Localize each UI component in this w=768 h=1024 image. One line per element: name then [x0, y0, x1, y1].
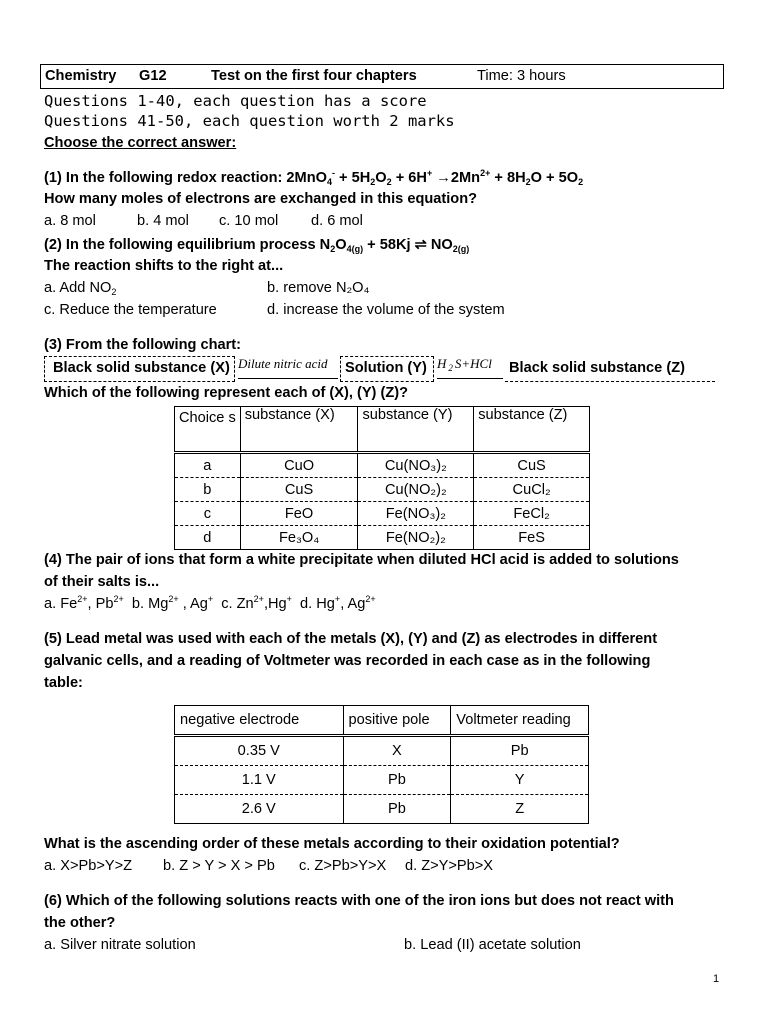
- table-cell: 1.1 V: [175, 766, 344, 795]
- q6-stem-line-1: (6) Which of the following solutions reacts with one of the iron ions but does not react with: [44, 893, 674, 909]
- q5-stem-line-2: galvanic cells, and a reading of Voltmeter was recorded in each case as in the following: [44, 653, 651, 669]
- q3-header-x: substance (X): [240, 407, 358, 453]
- table-row: [175, 453, 590, 478]
- subject-label: Chemistry: [45, 68, 117, 84]
- q2-equation: (2) In the following equilibrium process $N_2O_{4(g)} + 58Kj$ ⇌ $NO_{2(g)}$: [44, 237, 470, 254]
- q5-option-c: c. Z>Pb>Y>X: [299, 858, 387, 874]
- q4-stem-line-1: (4) The pair of ions that form a white precipitate when diluted HCl acid is added to solutions: [44, 552, 679, 568]
- q3-table-header: [175, 407, 590, 453]
- table-cell: CuS: [240, 478, 358, 502]
- table-cell: Z: [451, 795, 589, 824]
- table-row: [175, 526, 590, 550]
- reagent-nitric-acid: Dilute nitric acid: [238, 356, 328, 371]
- table-cell: CuO: [240, 453, 358, 478]
- table-cell: Cu(NO₂)₂: [358, 478, 474, 502]
- arrow-line-1: [238, 378, 338, 379]
- table-row: [175, 736, 589, 766]
- q5-stem-line-3: table:: [44, 675, 83, 691]
- q2-option-d: d. increase the volume of the system: [267, 302, 505, 318]
- table-cell: c: [175, 502, 241, 526]
- chart-box-y: Solution (Y): [340, 356, 434, 382]
- table-cell: CuS: [474, 453, 590, 478]
- table-cell: a: [175, 453, 241, 478]
- instruction: Choose the correct answer:: [44, 135, 237, 151]
- q5-option-d: d. Z>Y>Pb>X: [405, 858, 494, 874]
- q6-option-a: a. Silver nitrate solution: [44, 937, 196, 953]
- q1-option-c: c. 10 mol: [219, 213, 279, 229]
- q3-table: [174, 406, 590, 550]
- table-row: [175, 795, 589, 824]
- q4-options: a. $Fe^{2+}$, $Pb^{2+}$ b. $Mg^{2+}$ , Ag+ c. $Zn^{2+},Hg^+$ d. Hg+, $Ag^{2+}$: [44, 594, 376, 612]
- q6-option-b: b. Lead (II) acetate solution: [404, 937, 581, 953]
- q1-option-d: d. 6 mol: [311, 213, 363, 229]
- page-number: 1: [713, 973, 720, 985]
- table-cell: FeO: [240, 502, 358, 526]
- q5-header-voltmeter: Voltmeter reading: [451, 706, 589, 736]
- q1-option-a: a. 8 mol: [44, 213, 96, 229]
- table-cell: Pb: [343, 766, 451, 795]
- q2-option-b: b. remove N₂O₄: [267, 280, 370, 296]
- table-cell: Fe₃O₄: [240, 526, 358, 550]
- table-cell: FeCl₂: [474, 502, 590, 526]
- table-cell: 0.35 V: [175, 736, 344, 766]
- q1-equation: (1) In the following redox reaction: $2MnO_4^- + 5H_2O_2 + 6H^+ \to 2Mn^{2+} + 8H_2O + 5O_2$: [44, 168, 584, 187]
- q3-header-choices: Choice s: [175, 407, 241, 453]
- table-cell: FeS: [474, 526, 590, 550]
- q6-stem-line-2: the other?: [44, 915, 116, 931]
- q5-table-header: [175, 706, 589, 736]
- table-cell: d: [175, 526, 241, 550]
- q4-stem-line-2: of their salts is...: [44, 574, 160, 590]
- test-header: [40, 64, 724, 89]
- q1-option-b: b. 4 mol: [137, 213, 189, 229]
- table-cell: b: [175, 478, 241, 502]
- table-cell: X: [343, 736, 451, 766]
- q3-header-y: substance (Y): [358, 407, 474, 453]
- arrow-line-2: [437, 378, 503, 379]
- intro-line-1: Questions 1-40, each question has a score: [44, 92, 427, 110]
- chart-box-z: Black solid substance (Z): [505, 356, 715, 382]
- q5-stem-line-1: (5) Lead metal was used with each of the metals (X), (Y) and (Z) as electrodes in different: [44, 631, 658, 647]
- q2-stem: The reaction shifts to the right at...: [44, 258, 284, 274]
- table-cell: Pb: [343, 795, 451, 824]
- test-title: Test on the first four chapters: [211, 68, 417, 84]
- table-row: [175, 478, 590, 502]
- table-cell: Fe(NO₂)₂: [358, 526, 474, 550]
- table-cell: Cu(NO₃)₂: [358, 453, 474, 478]
- time-label: Time: 3 hours: [477, 68, 566, 84]
- table-cell: Pb: [451, 736, 589, 766]
- q5-option-b: b. Z > Y > X > Pb: [163, 858, 275, 874]
- q5-header-negative: negative electrode: [175, 706, 344, 736]
- q5-question: What is the ascending order of these metals according to their oxidation potential?: [44, 836, 620, 852]
- q5-table: [174, 705, 589, 824]
- intro-line-2: Questions 41-50, each question worth 2 marks: [44, 112, 455, 130]
- table-row: [175, 766, 589, 795]
- q3-header-z: substance (Z): [474, 407, 590, 453]
- table-cell: CuCl₂: [474, 478, 590, 502]
- reagent-h2s-hcl: H $_2$ S+HCl: [437, 356, 492, 373]
- q5-option-a: a. X>Pb>Y>Z: [44, 858, 133, 874]
- q2-option-c: c. Reduce the temperature: [44, 302, 217, 318]
- q3-stem: Which of the following represent each of (X), (Y) (Z)?: [44, 385, 409, 401]
- q3-intro: (3) From the following chart:: [44, 337, 242, 353]
- q5-header-positive: positive pole: [343, 706, 451, 736]
- q2-option-a: a. Add $NO_2$: [44, 280, 117, 297]
- table-row: [175, 502, 590, 526]
- chart-box-x: Black solid substance (X): [44, 356, 235, 382]
- table-cell: Fe(NO₃)₂: [358, 502, 474, 526]
- q1-stem: How many moles of electrons are exchanged in this equation?: [44, 191, 478, 207]
- table-cell: 2.6 V: [175, 795, 344, 824]
- table-cell: Y: [451, 766, 589, 795]
- grade-label: G12: [139, 68, 167, 84]
